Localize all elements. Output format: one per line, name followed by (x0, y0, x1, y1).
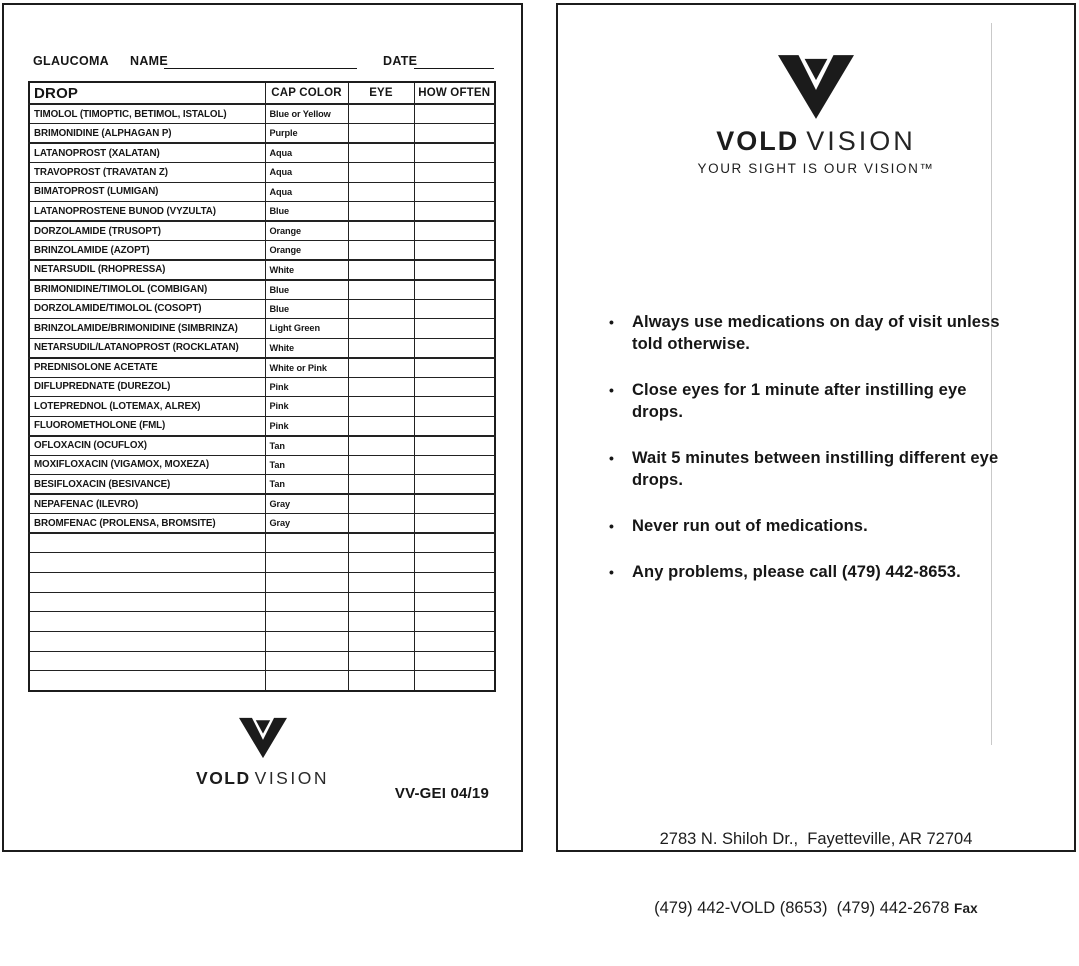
form-header (4, 54, 521, 74)
brand-tagline: YOUR SIGHT IS OUR VISION™ (697, 161, 935, 176)
name-label: NAME (130, 54, 169, 68)
drug-name-cell (29, 651, 265, 671)
cap-color-cell: Purple (265, 124, 348, 144)
eye-cell (348, 416, 414, 436)
table-row (29, 280, 495, 300)
how-often-cell (414, 143, 495, 163)
how-often-cell (414, 260, 495, 280)
instruction-item (606, 447, 1026, 491)
drug-name-cell: NETARSUDIL (RHOPRESSA) (29, 260, 265, 280)
bullet-icon: • (609, 382, 614, 398)
cap-color-cell (265, 553, 348, 573)
empty-table-row (29, 631, 495, 651)
eye-cell (348, 163, 414, 183)
instruction-item (606, 561, 1026, 583)
drug-name-cell: BROMFENAC (PROLENSA, BROMSITE) (29, 514, 265, 534)
drug-name-cell (29, 631, 265, 651)
how-often-cell (414, 358, 495, 378)
drug-name-cell (29, 553, 265, 573)
cap-color-cell (265, 592, 348, 612)
drug-name-cell: PREDNISOLONE ACETATE (29, 358, 265, 378)
empty-table-row (29, 572, 495, 592)
table-row (29, 143, 495, 163)
address-line: 2783 N. Shiloh Dr., Fayetteville, AR 72704 (659, 830, 973, 848)
name-field-line (164, 54, 357, 69)
eye-cell (348, 182, 414, 202)
table-row (29, 104, 495, 124)
how-often-cell (414, 124, 495, 144)
page-right-instructions (556, 3, 1076, 917)
table-row (29, 124, 495, 144)
cap-color-cell: White (265, 260, 348, 280)
how-often-cell (414, 612, 495, 632)
table-row (29, 436, 495, 456)
logo-block (558, 55, 1074, 176)
table-row (29, 377, 495, 397)
cap-color-cell: Orange (265, 241, 348, 261)
empty-table-row (29, 671, 495, 691)
cap-color-cell: Orange (265, 221, 348, 241)
table-row (29, 221, 495, 241)
how-often-cell (414, 202, 495, 222)
how-often-cell (414, 455, 495, 475)
how-often-cell (414, 514, 495, 534)
table-row (29, 358, 495, 378)
cap-color-cell (265, 651, 348, 671)
eye-cell (348, 124, 414, 144)
drug-name-cell: FLUOROMETHOLONE (FML) (29, 416, 265, 436)
eye-cell (348, 280, 414, 300)
drug-name-cell: LATANOPROSTENE BUNOD (VYZULTA) (29, 202, 265, 222)
table-row (29, 338, 495, 358)
phone-numbers: (479) 442-VOLD (8653) (479) 442-2678 (654, 899, 955, 917)
drug-name-cell: NETARSUDIL/LATANOPROST (ROCKLATAN) (29, 338, 265, 358)
brand-bold-text: VOLD (196, 768, 251, 788)
cap-color-cell: Tan (265, 455, 348, 475)
cap-color-cell: Light Green (265, 319, 348, 339)
cap-color-cell: Aqua (265, 143, 348, 163)
instruction-item (606, 379, 1026, 423)
eye-cell (348, 494, 414, 514)
drug-name-cell: TIMOLOL (TIMOPTIC, BETIMOL, ISTALOL) (29, 104, 265, 124)
table-row (29, 494, 495, 514)
eye-cell (348, 377, 414, 397)
table-row (29, 475, 495, 495)
cap-color-cell (265, 572, 348, 592)
how-often-cell (414, 319, 495, 339)
instruction-text: Wait 5 minutes between instilling different eye drops. (632, 449, 999, 489)
table-row (29, 299, 495, 319)
column-header-eye: EYE (348, 82, 414, 104)
empty-table-row (29, 533, 495, 553)
eye-cell (348, 592, 414, 612)
cap-color-cell: Gray (265, 514, 348, 534)
cap-color-cell: Pink (265, 397, 348, 417)
drug-name-cell (29, 533, 265, 553)
brand-light-text: VISION (806, 126, 916, 156)
medication-table-body (29, 104, 495, 691)
how-often-cell (414, 241, 495, 261)
cap-color-cell: Gray (265, 494, 348, 514)
eye-cell (348, 319, 414, 339)
cap-color-cell (265, 671, 348, 691)
how-often-cell (414, 651, 495, 671)
empty-table-row (29, 553, 495, 573)
how-often-cell (414, 416, 495, 436)
column-header-cap-color: CAP COLOR (265, 82, 348, 104)
cap-color-cell: Blue or Yellow (265, 104, 348, 124)
column-header-how-often: HOW OFTEN (414, 82, 495, 104)
how-often-cell (414, 163, 495, 183)
table-row (29, 416, 495, 436)
eye-cell (348, 455, 414, 475)
eye-cell (348, 651, 414, 671)
how-often-cell (414, 280, 495, 300)
drug-name-cell: DORZOLAMIDE/TIMOLOL (COSOPT) (29, 299, 265, 319)
how-often-cell (414, 221, 495, 241)
cap-color-cell: Blue (265, 299, 348, 319)
eye-cell (348, 143, 414, 163)
how-often-cell (414, 631, 495, 651)
how-often-cell (414, 592, 495, 612)
how-often-cell (414, 533, 495, 553)
table-row (29, 260, 495, 280)
vold-vision-logo-icon (239, 717, 287, 759)
instruction-text: Never run out of medications. (632, 517, 868, 535)
table-row (29, 397, 495, 417)
table-header-row (29, 82, 495, 104)
table-row (29, 514, 495, 534)
bullet-icon: • (609, 450, 614, 466)
eye-cell (348, 612, 414, 632)
drug-name-cell: OFLOXACIN (OCUFLOX) (29, 436, 265, 456)
empty-table-row (29, 651, 495, 671)
eye-cell (348, 397, 414, 417)
cap-color-cell: Aqua (265, 182, 348, 202)
cap-color-cell: Pink (265, 416, 348, 436)
drug-name-cell: DIFLUPREDNATE (DUREZOL) (29, 377, 265, 397)
eye-cell (348, 475, 414, 495)
brand-wordmark (558, 126, 1074, 157)
instruction-item (606, 311, 1026, 355)
eye-cell (348, 202, 414, 222)
address-block (558, 782, 1074, 966)
date-field-line (414, 54, 494, 69)
eye-cell (348, 514, 414, 534)
drug-name-cell: BESIFLOXACIN (BESIVANCE) (29, 475, 265, 495)
eye-cell (348, 553, 414, 573)
bullet-icon: • (609, 314, 614, 330)
bullet-icon: • (609, 564, 614, 580)
how-often-cell (414, 436, 495, 456)
cap-color-cell: Aqua (265, 163, 348, 183)
how-often-cell (414, 671, 495, 691)
drug-name-cell: LATANOPROST (XALATAN) (29, 143, 265, 163)
how-often-cell (414, 104, 495, 124)
cap-color-cell: Pink (265, 377, 348, 397)
instruction-text: Always use medications on day of visit unless told otherwise. (632, 313, 1000, 353)
how-often-cell (414, 553, 495, 573)
table-row (29, 163, 495, 183)
drug-name-cell (29, 572, 265, 592)
how-often-cell (414, 299, 495, 319)
how-often-cell (414, 338, 495, 358)
eye-cell (348, 221, 414, 241)
column-header-drop: DROP (29, 82, 265, 104)
drug-name-cell: LOTEPREDNOL (LOTEMAX, ALREX) (29, 397, 265, 417)
cap-color-cell: Tan (265, 475, 348, 495)
cap-color-cell: Blue (265, 202, 348, 222)
cap-color-cell: White (265, 338, 348, 358)
instruction-item (606, 515, 1026, 537)
page-left-drop-chart (2, 3, 523, 852)
table-row (29, 182, 495, 202)
eye-cell (348, 533, 414, 553)
how-often-cell (414, 182, 495, 202)
form-code: VV-GEI 04/19 (394, 785, 489, 802)
drug-name-cell (29, 671, 265, 691)
brand-light-text: VISION (254, 768, 329, 788)
eye-cell (348, 260, 414, 280)
table-row (29, 455, 495, 475)
eye-cell (348, 358, 414, 378)
table-row (29, 241, 495, 261)
fax-label: Fax (954, 901, 978, 916)
cap-color-cell (265, 533, 348, 553)
how-often-cell (414, 475, 495, 495)
medication-table (28, 81, 496, 692)
instructions-list (606, 311, 1026, 607)
empty-table-row (29, 612, 495, 632)
form-title: GLAUCOMA (33, 54, 110, 68)
brand-bold-text: VOLD (716, 126, 800, 156)
drug-name-cell: DORZOLAMIDE (TRUSOPT) (29, 221, 265, 241)
cap-color-cell: Tan (265, 436, 348, 456)
eye-cell (348, 104, 414, 124)
cap-color-cell: White or Pink (265, 358, 348, 378)
eye-cell (348, 631, 414, 651)
how-often-cell (414, 572, 495, 592)
eye-cell (348, 299, 414, 319)
instruction-text: Close eyes for 1 minute after instilling eye drops. (632, 381, 967, 421)
vold-vision-logo-icon (778, 55, 854, 119)
drug-name-cell: BRINZOLAMIDE/BRIMONIDINE (SIMBRINZA) (29, 319, 265, 339)
cap-color-cell (265, 631, 348, 651)
cap-color-cell: Blue (265, 280, 348, 300)
drug-name-cell (29, 612, 265, 632)
how-often-cell (414, 377, 495, 397)
drug-name-cell (29, 592, 265, 612)
eye-cell (348, 338, 414, 358)
drug-name-cell: BRIMONIDINE/TIMOLOL (COMBIGAN) (29, 280, 265, 300)
phone-line (558, 897, 1074, 920)
drug-name-cell: MOXIFLOXACIN (VIGAMOX, MOXEZA) (29, 455, 265, 475)
footer-logo-block (4, 717, 521, 789)
eye-cell (348, 671, 414, 691)
eye-cell (348, 572, 414, 592)
table-row (29, 319, 495, 339)
how-often-cell (414, 397, 495, 417)
eye-cell (348, 436, 414, 456)
empty-table-row (29, 592, 495, 612)
drug-name-cell: NEPAFENAC (ILEVRO) (29, 494, 265, 514)
table-row (29, 202, 495, 222)
cap-color-cell (265, 612, 348, 632)
drug-name-cell: BRIMONIDINE (ALPHAGAN P) (29, 124, 265, 144)
eye-cell (348, 241, 414, 261)
drug-name-cell: BIMATOPROST (LUMIGAN) (29, 182, 265, 202)
drug-name-cell: TRAVOPROST (TRAVATAN Z) (29, 163, 265, 183)
how-often-cell (414, 494, 495, 514)
bullet-icon: • (609, 518, 614, 534)
drug-name-cell: BRINZOLAMIDE (AZOPT) (29, 241, 265, 261)
instruction-text: Any problems, please call (479) 442-8653. (632, 563, 961, 581)
date-label: DATE (383, 54, 418, 68)
